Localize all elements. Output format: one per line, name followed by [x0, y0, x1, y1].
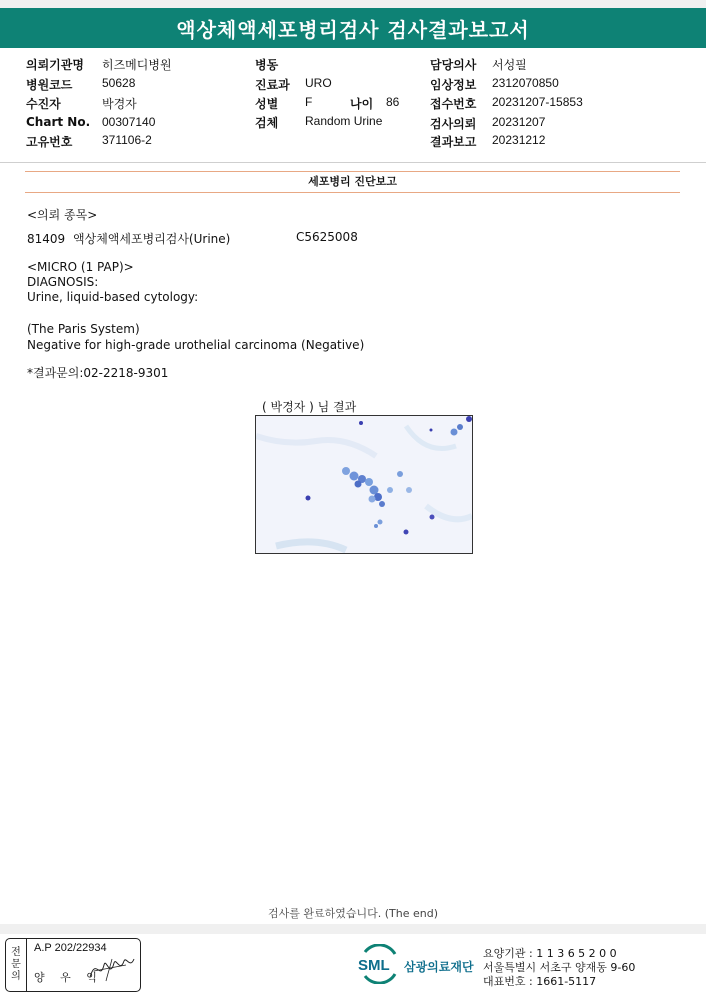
- age-value: 86: [386, 95, 400, 109]
- diagnosis-label: DIAGNOSIS:: [27, 275, 99, 289]
- info-value: 2312070850: [492, 76, 559, 90]
- specialist-vertical-label: [6, 939, 27, 991]
- info-label: 의뢰기관명: [26, 58, 84, 72]
- specialist-char: 전: [11, 947, 21, 958]
- info-value: 371106-2: [102, 133, 152, 147]
- end-note: 검사를 완료하였습니다. (The end): [267, 907, 438, 920]
- cytology-image: [256, 416, 472, 553]
- sml-logo-icon: [357, 944, 401, 984]
- inquiry-phone: *결과문의:02-2218-9301: [27, 366, 169, 380]
- request-code: 81409: [27, 232, 66, 246]
- header-divider: [0, 162, 706, 163]
- info-label: Chart No.: [26, 115, 91, 129]
- info-label: 검사의뢰: [430, 117, 477, 131]
- info-label: 수진자: [26, 97, 61, 111]
- diagnosis-result: Negative for high-grade urothelial carcinoma (Negative): [27, 338, 365, 352]
- footer-band: [0, 924, 706, 934]
- info-value: 20231207-15853: [492, 95, 583, 109]
- info-label: 임상정보: [430, 78, 477, 92]
- logo-mark: SML: [358, 957, 390, 974]
- section-heading: 세포병리 진단보고: [25, 171, 680, 193]
- request-line: [27, 230, 230, 247]
- info-label: 담당의사: [430, 58, 477, 72]
- request-name: 액상체액세포병리검사(Urine): [73, 232, 231, 246]
- pathologist-signature-box: [5, 938, 141, 992]
- info-value: Random Urine: [305, 114, 383, 128]
- info-value: 50628: [102, 76, 136, 90]
- info-value: 서성필: [492, 58, 527, 72]
- request-header: <의뢰 종목>: [27, 208, 98, 222]
- micro-header: <MICRO (1 PAP)>: [27, 260, 134, 274]
- top-margin-bar: [0, 0, 706, 8]
- info-label: 결과보고: [430, 135, 477, 149]
- specialist-char: 문: [11, 959, 21, 970]
- info-value: 00307140: [102, 115, 156, 129]
- info-label: 접수번호: [430, 97, 477, 111]
- info-value: URO: [305, 76, 332, 90]
- info-value: 히즈메디병원: [102, 58, 172, 72]
- photo-caption: ( 박경자 ) 님 결과: [262, 400, 357, 414]
- cytology-micrograph: [255, 415, 473, 554]
- info-value: 20231212: [492, 133, 546, 147]
- foundation-name: 삼광의료재단: [404, 960, 474, 974]
- handwritten-signature: [86, 951, 136, 985]
- specialist-char: 의: [11, 971, 21, 982]
- info-label: 성별: [255, 97, 279, 111]
- info-label: 고유번호: [26, 135, 73, 149]
- age-label: 나이: [350, 97, 374, 111]
- info-value: F: [305, 95, 313, 109]
- info-label: 병동: [255, 58, 279, 72]
- institution-code: 요양기관 : 1 1 3 6 5 2 0 0: [483, 947, 617, 960]
- info-label: 검체: [255, 116, 279, 130]
- info-label: 진료과: [255, 78, 290, 92]
- diagnosis-type: Urine, liquid-based cytology:: [27, 290, 199, 304]
- info-label: 병원코드: [26, 78, 73, 92]
- diagnosis-system: (The Paris System): [27, 322, 140, 336]
- institution-phone: 대표번호 : 1661-5117: [483, 975, 597, 988]
- info-value: 20231207: [492, 115, 546, 129]
- info-value: 박경자: [102, 97, 137, 111]
- pathologist-name: 양 우 익: [34, 971, 103, 984]
- ap-license-number: A.P 202/22934: [34, 942, 107, 954]
- report-title: 액상체액세포병리검사 검사결과보고서: [0, 8, 706, 48]
- specimen-number: C5625008: [296, 230, 358, 244]
- institution-address: 서울특별시 서초구 양재동 9-60: [483, 961, 636, 974]
